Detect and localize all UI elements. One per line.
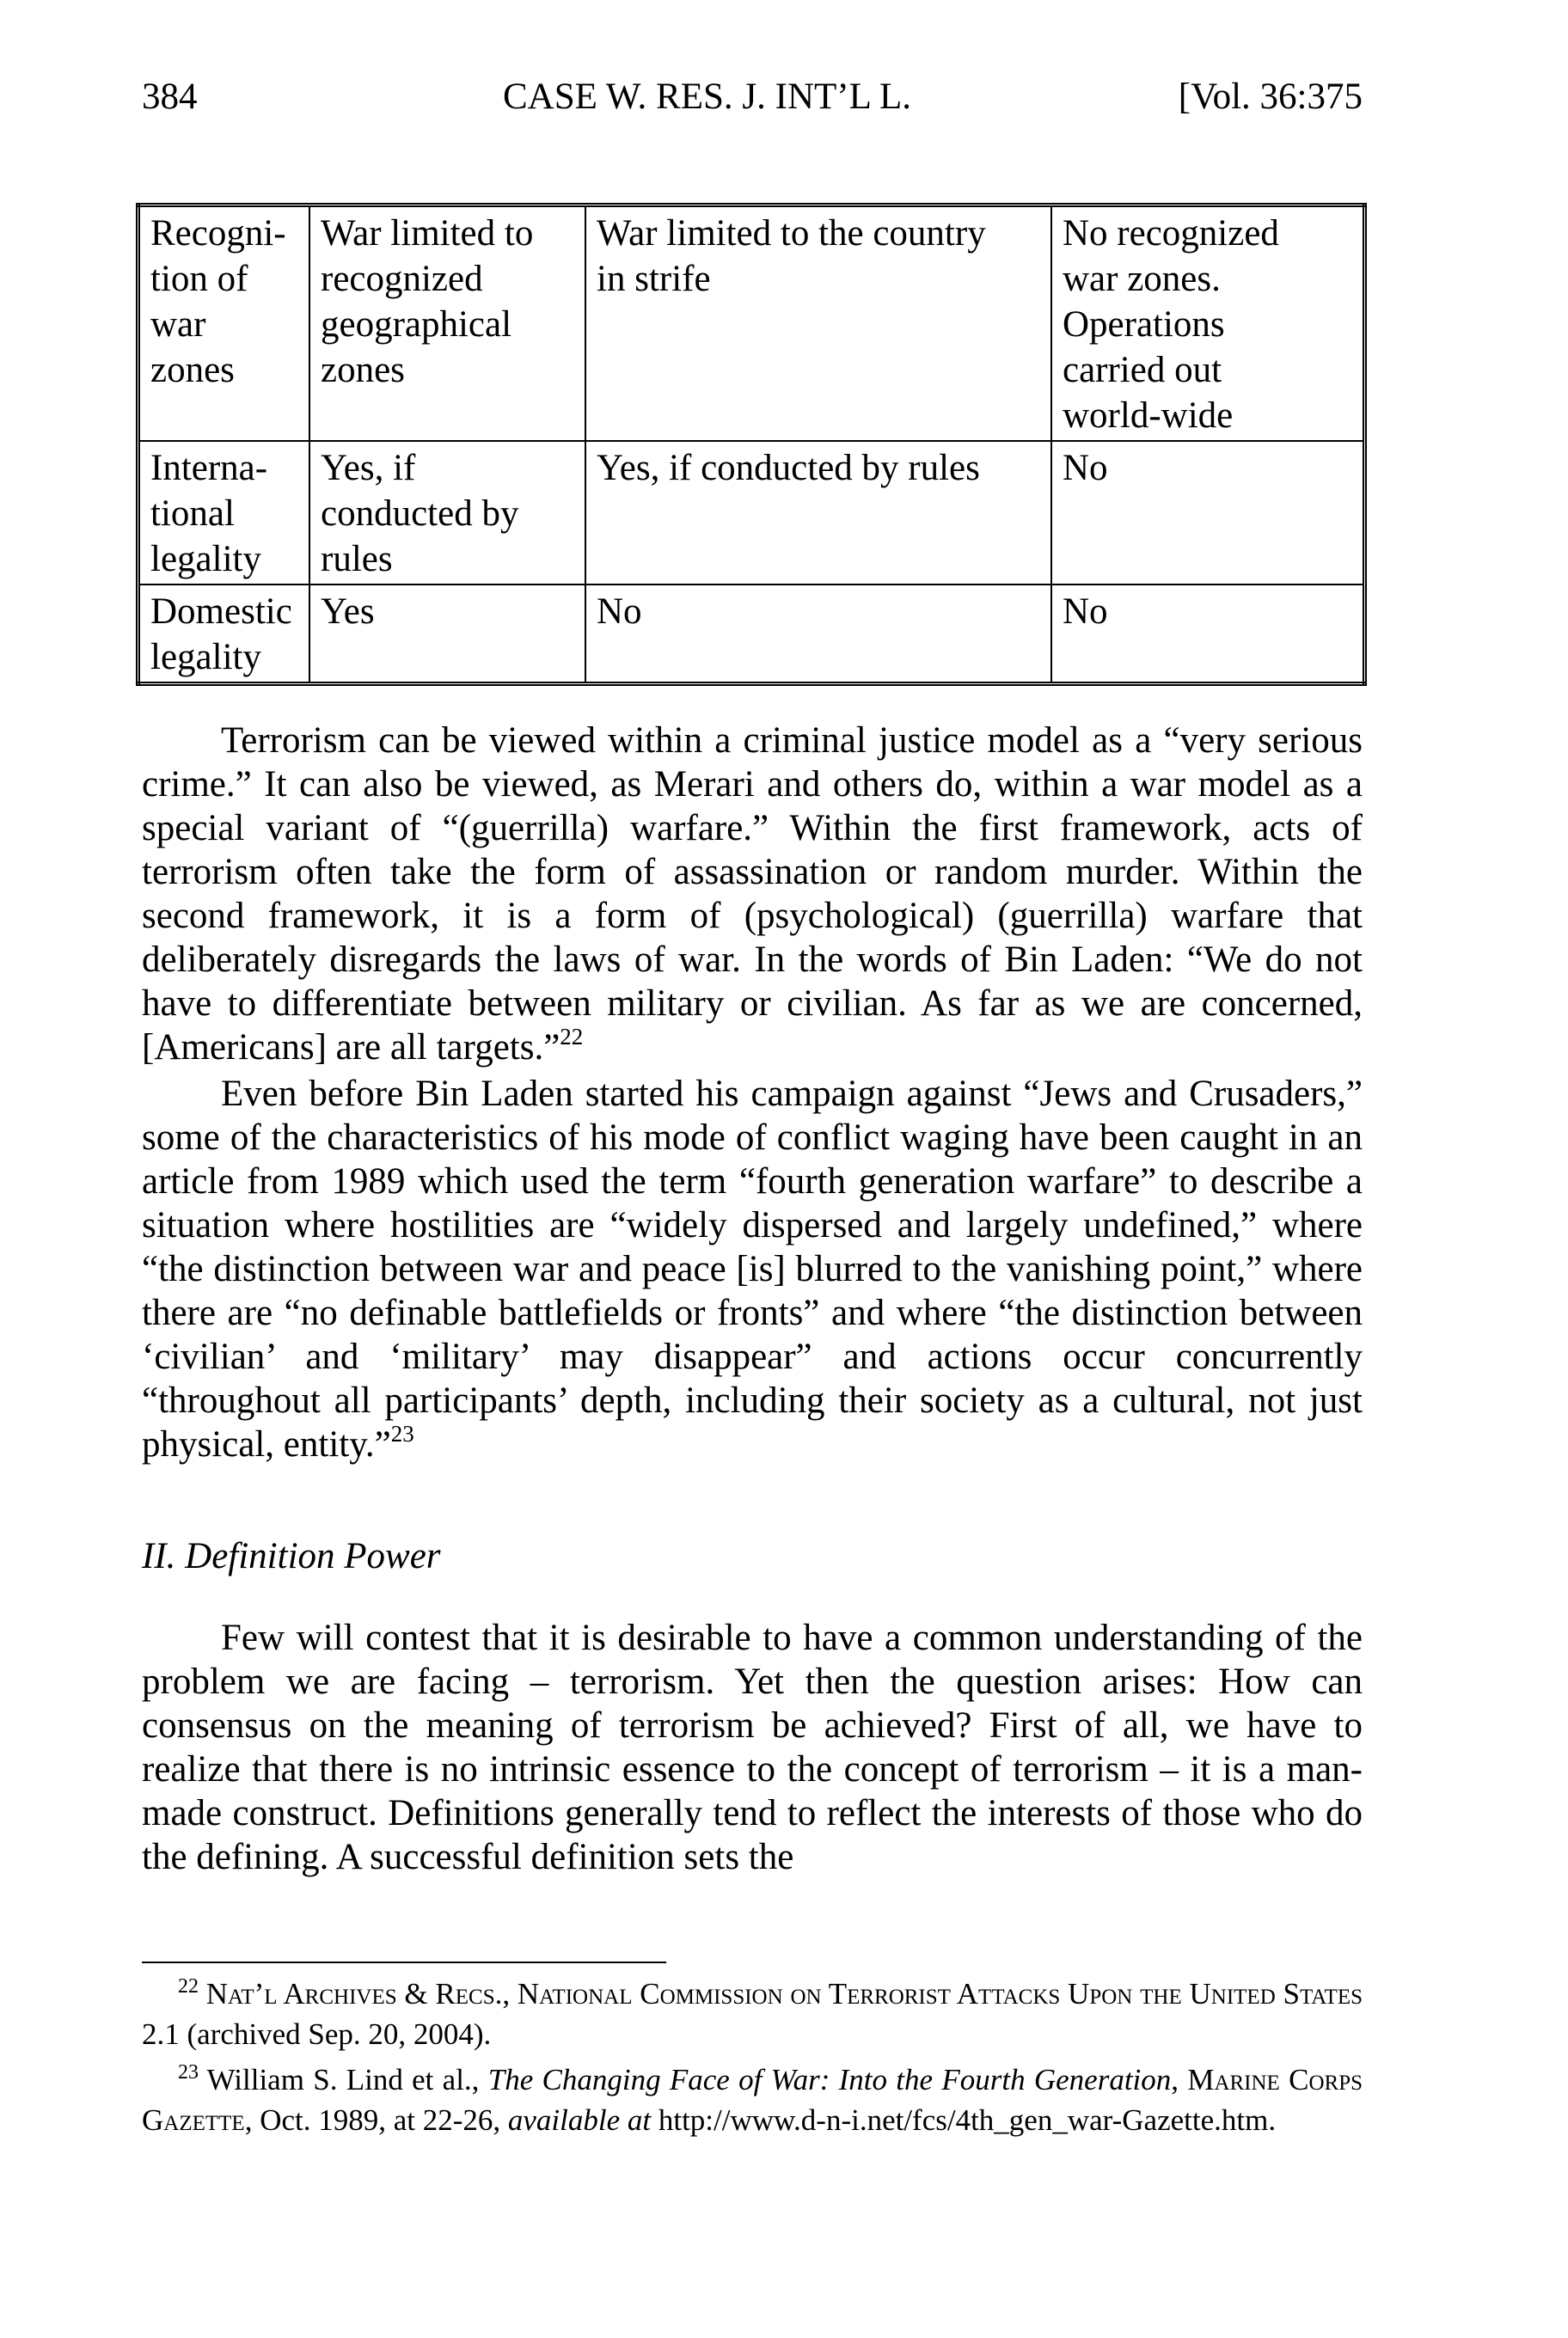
table-cell: War limited to the country in strife: [585, 205, 1051, 442]
table-cell: War limited to recognized geographical zones: [309, 205, 585, 442]
footnote-ref-23[interactable]: 23: [390, 1421, 414, 1447]
row-label: Interna- tional legality: [138, 441, 310, 584]
table-row: [138, 584, 1365, 684]
table-cell: No: [585, 584, 1051, 684]
table-cell: Yes: [309, 584, 585, 684]
footnote-23: $^{23}$ William S. Lind et al., The Changing Face of War: Into the Fourth Generation, Marine Corps Gazette, Oct. 1989, at 22-26, available at http://www.d-n-i.net/fcs/4th_gen_war-Gazette.htm.: [142, 2061, 1363, 2137]
body-text-upper: [142, 719, 1363, 1466]
comparison-table: [136, 203, 1367, 686]
footnote-22: $^{22}$ Nat’l Archives & Recs., National Commission on Terrorist Attacks Upon the United States 2.1 (archived Sep. 20, 2004).: [142, 1975, 1363, 2051]
volume-citation: [Vol. 36:375: [1178, 77, 1363, 117]
section-heading: II. Definition Power: [142, 1536, 441, 1576]
table-cell: Yes, if conducted by rules: [585, 441, 1051, 584]
row-label: Domestic legality: [138, 584, 310, 684]
table-row: [138, 441, 1365, 584]
table-row: [138, 205, 1365, 442]
footnotes: [142, 1974, 1363, 2145]
table-cell: No: [1051, 441, 1365, 584]
paragraph: Even before Bin Laden started his campaign against “Jews and Crusaders,” some of the characteristics of his mode of conflict waging have been caught in an article from 1989 which used the term “fourth generation warfare” to describe a situation where hostilities are “widely dispersed and largely undefined,” where “the distinction between war and peace [is] blurred to the vanishing point,” where there are “no definable battlefields or fronts” and where “the distinction between ‘civilian’ and ‘military’ may disappear” and actions occur concurrently “throughout all participants’ depth, including their society as a cultural, not just physical, entity.”$^{23}$: [142, 1074, 1363, 1465]
footnote-link[interactable]: http://www.d-n-i.net/fcs/4th_gen_war-Gazette.htm.: [651, 2103, 1277, 2137]
page-number: 384: [142, 77, 198, 117]
footnote-divider: [142, 1962, 666, 1963]
table-cell: Yes, if conducted by rules: [309, 441, 585, 584]
table-cell: No recognized war zones. Operations carried out world-wide: [1051, 205, 1365, 442]
table-cell: No: [1051, 584, 1365, 684]
paragraph: Few will contest that it is desirable to have a common understanding of the problem we are facing – terrorism. Yet then the question arises: How can consensus on the meaning of terrorism be achieved? First of all, we have to realize that there is no intrinsic essence to the concept of terrorism – it is a man-made construct. Definitions generally tend to reflect the interests of those who do the defining. A successful definition sets the: [142, 1618, 1363, 1877]
row-label: Recogni- tion of war zones: [138, 205, 310, 442]
body-text-lower: [142, 1616, 1363, 1879]
journal-title: CASE W. RES. J. INT’L L.: [503, 77, 912, 117]
footnote-ref-22[interactable]: 22: [560, 1024, 584, 1050]
paragraph: Terrorism can be viewed within a criminal justice model as a “very serious crime.” It can also be viewed, as Merari and others do, within a war model as a special variant of “(guerrilla) warfare.” Within the first framework, acts of terrorism often take the form of assassination or random murder. Within the second framework, it is a form of (psychological) (guerrilla) warfare that deliberately disregards the laws of war. In the words of Bin Laden: “We do not have to differentiate between military or civilian. As far as we are concerned, [Americans] are all targets.”$^{22}$: [142, 720, 1363, 1068]
running-header: [142, 76, 1363, 127]
